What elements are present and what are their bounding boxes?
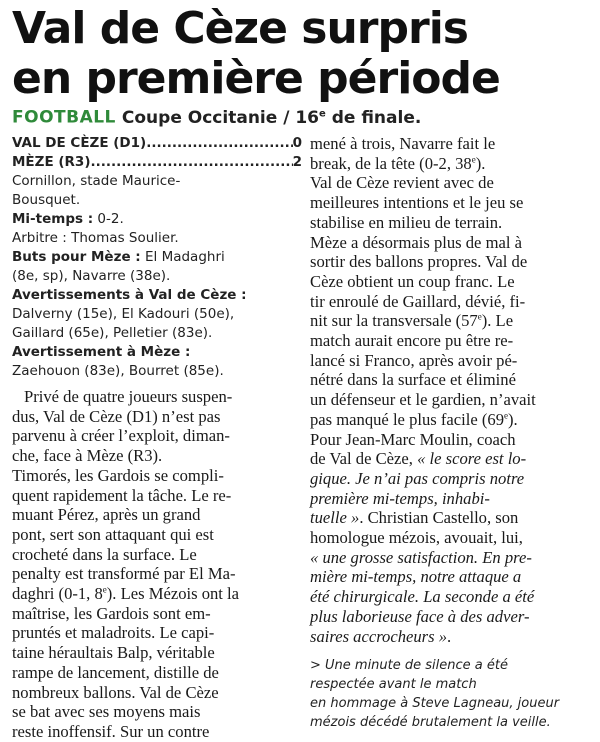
body-line: homologue mézois, avouait, lui,: [310, 528, 523, 548]
article-headline: [12, 4, 592, 104]
goals-value: El Madaghri: [140, 249, 225, 265]
body-line: tuelle ». Christian Castello, son: [310, 508, 519, 528]
body-line: Timorés, les Gardois se compli-: [12, 465, 224, 485]
competition-round: de finale.: [325, 107, 422, 128]
body-line: parvenu à créer l’exploit, diman-: [12, 426, 230, 446]
headline-line-2: en première période: [12, 53, 500, 104]
ordinal-suffix: e: [477, 311, 482, 322]
body-line: nombreux ballons. Val de Cèze: [12, 682, 219, 702]
away-team: MÈZE (R3): [12, 154, 91, 170]
footnote: [310, 656, 592, 732]
score-row-away: [12, 153, 302, 172]
body-line: stabilise en milieu de terrain.: [310, 212, 503, 232]
body-line: sortir des ballons propres. Val de: [310, 252, 528, 272]
body-line: lancé si Franco, après avoir pé-: [310, 350, 518, 370]
halftime-label: Mi-temps :: [12, 211, 94, 227]
ordinal-suffix: e: [102, 584, 107, 595]
body-line: Mèze a désormais plus de mal à: [310, 232, 522, 252]
body-line: été chirurgicale. La seconde a été: [310, 587, 535, 607]
footnote-line: mézois décédé brutalement la veille.: [310, 715, 551, 731]
sport-tag: FOOTBALL: [12, 107, 116, 128]
venue-line-2: Bousquet.: [12, 192, 81, 208]
body-line: un défenseur et le gardien, n’avait: [310, 390, 536, 410]
body-line: daghri (0-1, 8e). Les Mézois ont la: [12, 584, 240, 604]
goals-label: Buts pour Mèze :: [12, 249, 141, 265]
body-line: nétré dans la surface et éliminé: [310, 370, 516, 390]
quote: « le score est lo-: [417, 449, 527, 469]
body-line: penalty est transformé par El Ma-: [12, 564, 236, 584]
left-column: [12, 134, 302, 742]
body-line: pont, sert son attaquant qui est: [12, 524, 214, 544]
article-kicker: [12, 103, 592, 129]
body-line: pruntés et maladroits. Le capi-: [12, 623, 215, 643]
body-line: che, face à Mèze (R3).: [12, 446, 163, 466]
body-line: plus laborieuse face à des adver-: [310, 606, 530, 626]
body-line: Val de Cèze revient avec de: [310, 173, 494, 193]
body-line: « une grosse satisfaction. En pre-: [310, 547, 532, 567]
article-body-right: [310, 134, 592, 646]
goals-line-2: (8e, sp), Navarre (38e).: [12, 268, 171, 284]
warnings-away-label: Avertissement à Mèze :: [12, 344, 191, 360]
referee: Arbitre : Thomas Soulier.: [12, 230, 179, 246]
ordinal-suffix: e: [318, 108, 326, 119]
warnings-away-line: Zaehouon (83e), Bourret (85e).: [12, 363, 224, 379]
ordinal-suffix: e: [504, 410, 508, 421]
body-line: quent rapidement la tâche. Le re-: [12, 485, 232, 505]
headline-line-1: Val de Cèze surpris: [12, 3, 468, 54]
ordinal-suffix: e: [471, 154, 476, 165]
body-line: muant Pérez, après un grand: [12, 505, 201, 525]
body-line: mière mi-temps, notre attaque a: [310, 567, 522, 587]
body-line: de Val de Cèze, « le score est lo-: [310, 449, 527, 469]
home-team: VAL DE CÈZE (D1): [12, 135, 147, 151]
home-score: 0: [292, 135, 302, 151]
competition-text: Coupe Occitanie / 16: [121, 107, 319, 128]
body-line: Pour Jean-Marc Moulin, coach: [310, 429, 516, 449]
halftime-value: 0-2.: [93, 211, 124, 227]
body-line: nit sur la transversale (57e). Le: [310, 311, 514, 331]
body-line: gique. Je n’ai pas compris notre: [310, 468, 525, 488]
right-column: [310, 134, 592, 732]
competition-label: [122, 108, 421, 128]
body-line: tir enroulé de Gaillard, dévié, fi-: [310, 291, 526, 311]
body-line: reste inoffensif. Sur un contre: [12, 721, 210, 741]
leader-dots: [91, 153, 293, 172]
body-line: première mi-temps, inhabi-: [310, 488, 490, 508]
score-row-home: [12, 134, 302, 153]
body-line: se bat avec ses moyens mais: [12, 702, 201, 722]
warnings-home-label: Avertissements à Val de Cèze :: [12, 287, 247, 303]
body-line: mené à trois, Navarre fait le: [310, 134, 496, 153]
halftime: [12, 210, 302, 229]
venue-line-1: Cornillon, stade Maurice-: [12, 173, 181, 189]
body-line: match aurait encore pu être re-: [310, 331, 514, 351]
body-line: Cèze obtient un coup franc. Le: [310, 271, 515, 291]
footnote-line: > Une minute de silence a été: [310, 658, 508, 674]
body-line: dus, Val de Cèze (D1) n’est pas: [12, 406, 221, 426]
body-line: taine héraultais Balp, véritable: [12, 643, 215, 663]
body-line: break, de la tête (0-2, 38e).: [310, 153, 486, 173]
body-line: meilleures intentions et le jeu se: [310, 193, 524, 213]
away-score: 2: [292, 154, 302, 170]
body-line: pas manqué le plus facile (69e).: [310, 409, 518, 429]
body-line: maîtrise, les Gardois sont em-: [12, 603, 211, 623]
goals-line-1: [12, 248, 302, 267]
warnings-home-line-1: Dalverny (15e), El Kadouri (50e),: [12, 306, 235, 322]
article-body-left: [12, 387, 302, 742]
match-info-box: [12, 134, 302, 381]
footnote-line: en hommage à Steve Lagneau, joueur: [310, 696, 560, 712]
body-line: crocheté dans la surface. Le: [12, 544, 197, 564]
warnings-home-line-2: Gaillard (65e), Pelletier (83e).: [12, 325, 213, 341]
footnote-line: respectée avant le match: [310, 677, 477, 693]
body-line: rampe de lancement, distille de: [12, 662, 219, 682]
body-line: saires accrocheurs ».: [310, 626, 452, 646]
leader-dots: [146, 134, 292, 153]
body-line: Privé de quatre joueurs suspen-: [24, 387, 233, 406]
